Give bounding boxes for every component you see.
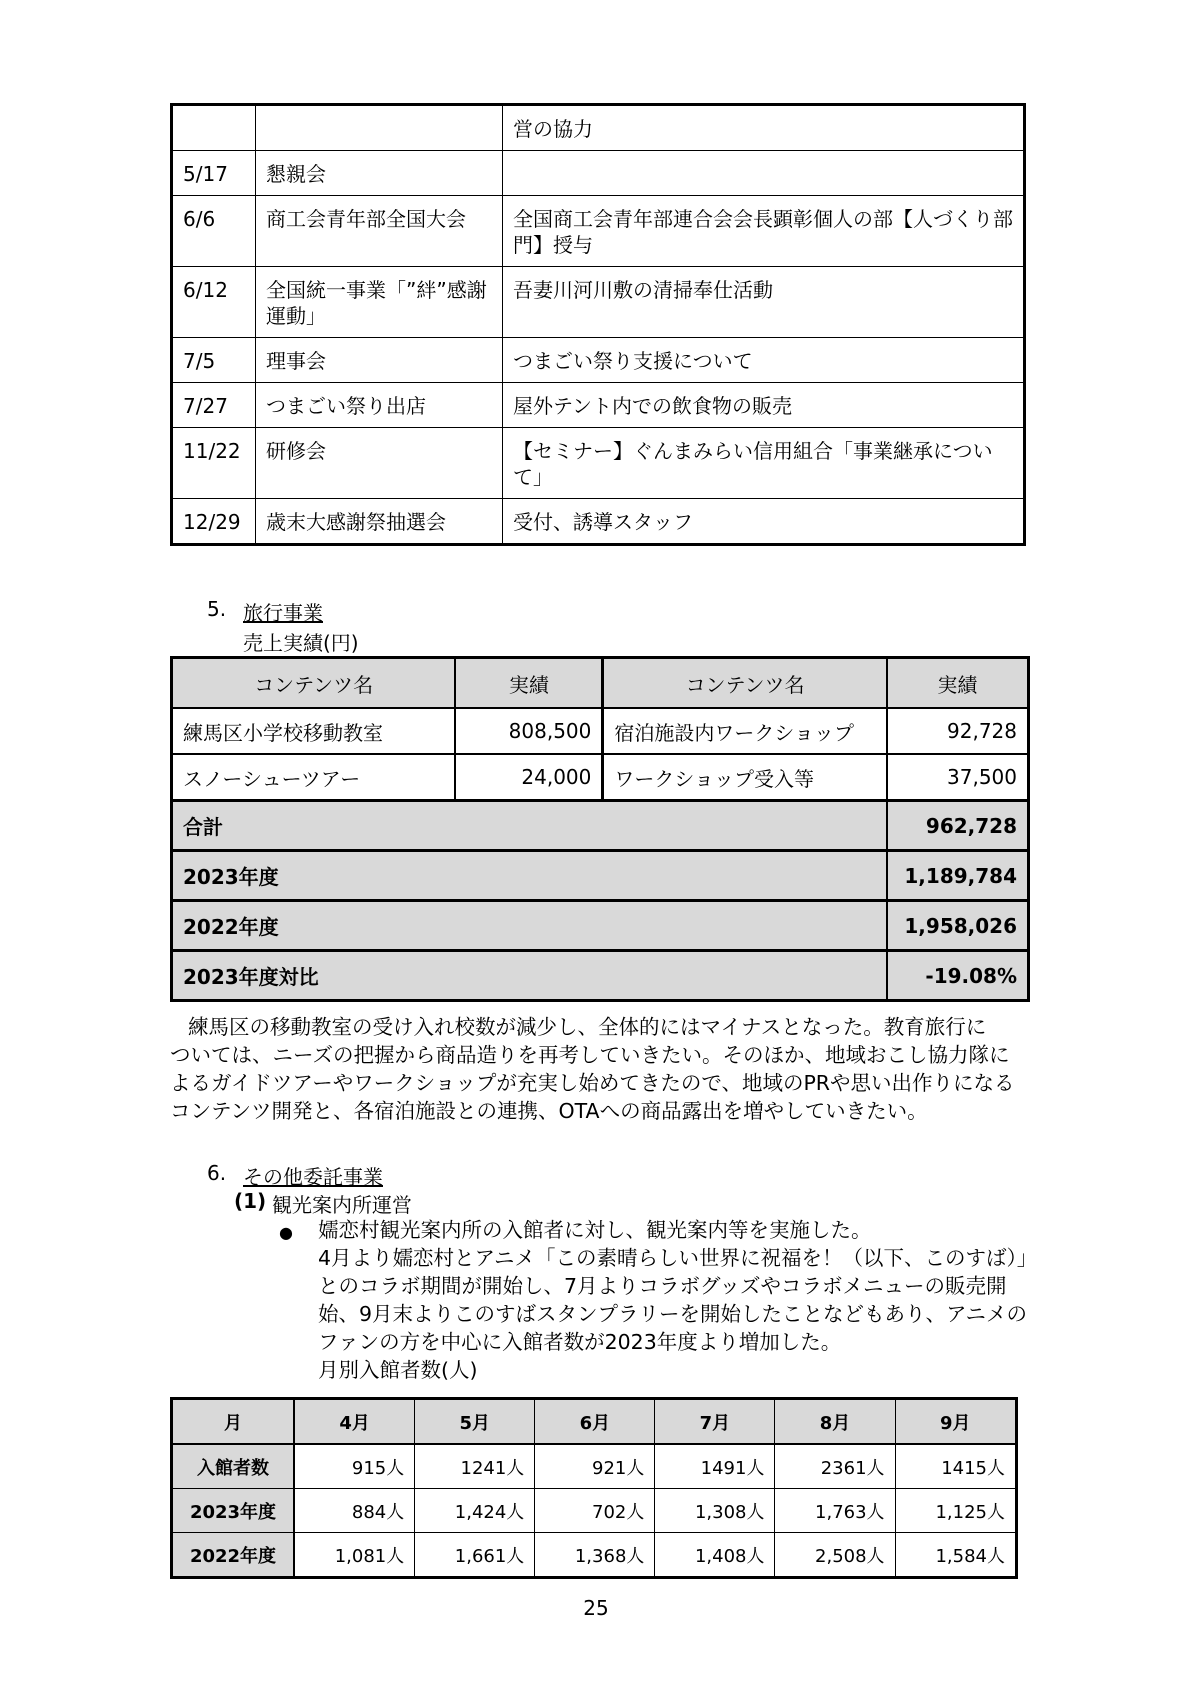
column-header: 7月 [655,1399,775,1445]
visitor-count: 1491人 [655,1444,775,1489]
summary-row [172,851,1029,901]
event-name: 歳末大感謝祭抽選会 [256,499,503,545]
table-row [172,151,1025,196]
event-date: 7/27 [172,383,256,428]
visitor-count: 1,584人 [895,1533,1016,1578]
paragraph-line: ついては、ニーズの把握から商品造りを再考していきたい。そのほか、地域おこし協力隊に [170,1043,1010,1067]
table-row [172,338,1025,383]
bullet-line: ファンの方を中心に入館者数が2023年度より増加した。 [318,1330,842,1354]
section-6-number: 6. [207,1161,227,1185]
event-detail [503,151,1025,196]
content-name: スノーシューツアー [172,754,456,801]
event-date: 6/6 [172,196,256,267]
visitor-count: 2361人 [775,1444,895,1489]
summary-label: 合計 [172,801,887,851]
visitor-count: 2,508人 [775,1533,895,1578]
column-header: 4月 [294,1399,415,1445]
visitor-count: 1,308人 [655,1489,775,1533]
column-header: 5月 [415,1399,535,1445]
event-name: つまごい祭り出店 [256,383,503,428]
event-name [256,105,503,151]
section-6-bullet-text [318,1216,1038,1384]
table-row [172,383,1025,428]
section-5-title: 旅行事業 [243,601,323,625]
event-detail: 全国商工会青年部連合会会長顕彰個人の部【人づくり部門】授与 [503,196,1025,267]
table-header-row [172,658,1029,709]
bullet-icon: ● [279,1223,293,1242]
visitor-count: 1,081人 [294,1533,415,1578]
event-date [172,105,256,151]
table-row [172,499,1025,545]
visitor-count: 915人 [294,1444,415,1489]
content-value: 92,728 [887,708,1029,754]
summary-value: 1,189,784 [887,851,1029,901]
summary-value: -19.08% [887,951,1029,1001]
column-header: コンテンツ名 [172,658,456,709]
table-header-row [172,1399,1017,1445]
summary-value: 1,958,026 [887,901,1029,951]
summary-row [172,951,1029,1001]
section-5-subtitle: 売上実績(円) [243,631,359,655]
content-name: ワークショップ受入等 [603,754,887,801]
event-detail: 受付、誘導スタッフ [503,499,1025,545]
column-header: 6月 [535,1399,655,1445]
visitor-count: 1,424人 [415,1489,535,1533]
column-header: 実績 [455,658,602,709]
column-header: 実績 [887,658,1029,709]
row-header: 入館者数 [172,1444,295,1489]
event-name: 研修会 [256,428,503,499]
content-value: 37,500 [887,754,1029,801]
event-detail: 営の協力 [503,105,1025,151]
event-date: 11/22 [172,428,256,499]
visitor-count: 884人 [294,1489,415,1533]
event-name: 全国統一事業「”絆”感謝運動」 [256,267,503,338]
content-value: 808,500 [455,708,602,754]
summary-label: 2022年度 [172,901,887,951]
table-row [172,1489,1017,1533]
event-date: 12/29 [172,499,256,545]
event-date: 5/17 [172,151,256,196]
visitor-count: 1,125人 [895,1489,1016,1533]
summary-label: 2023年度対比 [172,951,887,1001]
bullet-line: 4月より嬬恋村とアニメ「この素晴らしい世界に祝福を！（以下、このすば）」 [318,1246,1038,1270]
content-value: 24,000 [455,754,602,801]
event-detail: つまごい祭り支援について [503,338,1025,383]
paragraph-line: コンテンツ開発と、各宿泊施設との連携、OTAへの商品露出を増やしていきたい。 [170,1099,928,1123]
column-header: 9月 [895,1399,1016,1445]
table-row [172,196,1025,267]
visitors-table [170,1397,1018,1579]
content-name: 練馬区小学校移動教室 [172,708,456,754]
visitor-count: 702人 [535,1489,655,1533]
visitor-count: 1,408人 [655,1533,775,1578]
subsection-title: 観光案内所運営 [272,1193,412,1217]
table-row [172,1444,1017,1489]
visitor-count: 1,763人 [775,1489,895,1533]
summary-row [172,801,1029,851]
section-5-paragraph [170,1013,1050,1125]
bullet-line: とのコラボ期間が開始し、7月よりコラボグッズやコラボメニューの販売開 [318,1274,1007,1298]
bullet-line: 始、9月末よりこのすばスタンプラリーを開始したことなどもあり、アニメの [318,1302,1028,1326]
event-name: 懇親会 [256,151,503,196]
section-6-title: その他委託事業 [243,1165,383,1189]
visitor-count: 1,661人 [415,1533,535,1578]
visitor-count: 1241人 [415,1444,535,1489]
summary-row [172,901,1029,951]
column-header: 月 [172,1399,295,1445]
table-row [172,267,1025,338]
event-name: 商工会青年部全国大会 [256,196,503,267]
paragraph-line: よるガイドツアーやワークショップが充実し始めてきたので、地域のPRや思い出作りになる [170,1071,1015,1095]
table-caption: 月別入館者数(人) [318,1358,478,1382]
column-header: コンテンツ名 [603,658,887,709]
events-table [170,103,1026,546]
event-detail: 吾妻川河川敷の清掃奉仕活動 [503,267,1025,338]
subsection-number: (1) [234,1189,267,1213]
event-date: 7/5 [172,338,256,383]
row-header: 2023年度 [172,1489,295,1533]
table-row [172,708,1029,754]
table-row [172,105,1025,151]
summary-value: 962,728 [887,801,1029,851]
table-row [172,1533,1017,1578]
visitor-count: 921人 [535,1444,655,1489]
bullet-line: 嬬恋村観光案内所の入館者に対し、観光案内等を実施した。 [318,1218,872,1242]
table-row [172,428,1025,499]
event-detail: 屋外テント内での飲食物の販売 [503,383,1025,428]
visitor-count: 1415人 [895,1444,1016,1489]
paragraph-line: 練馬区の移動教室の受け入れ校数が減少し、全体的にはマイナスとなった。教育旅行に [188,1015,987,1039]
sales-table [170,656,1030,1002]
table-row [172,754,1029,801]
event-name: 理事会 [256,338,503,383]
content-name: 宿泊施設内ワークショップ [603,708,887,754]
row-header: 2022年度 [172,1533,295,1578]
page-number: 25 [583,1596,609,1620]
summary-label: 2023年度 [172,851,887,901]
event-detail: 【セミナー】ぐんまみらい信用組合「事業継承について」 [503,428,1025,499]
section-5-number: 5. [207,597,227,621]
column-header: 8月 [775,1399,895,1445]
event-date: 6/12 [172,267,256,338]
visitor-count: 1,368人 [535,1533,655,1578]
